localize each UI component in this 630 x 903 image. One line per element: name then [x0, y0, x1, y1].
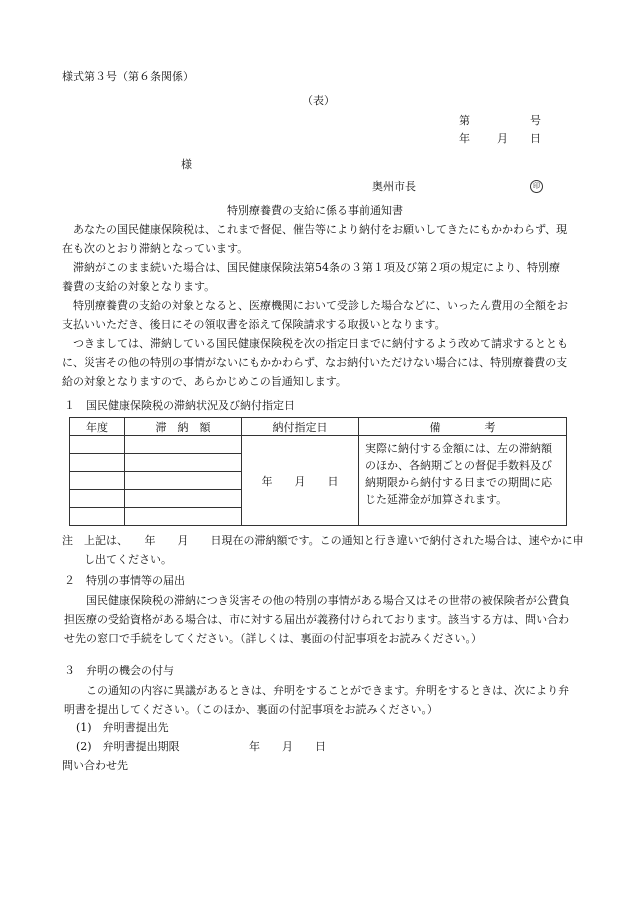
- header-arrears-amount: 滞 納 額: [125, 418, 242, 436]
- due-date-cell: 年 月 日: [242, 436, 359, 526]
- remarks-cell: 実際に納付する金額には、左の滞納額のほか、各納期ごとの督促手数料及び納期限から納付する日までの期間に応じた延滞金が加算されます。: [359, 436, 567, 526]
- paragraph-4: つきましては、滞納している国民健康保険税を次の指定日までに納付するよう改めて請求するとともに、災害その他の特別の事情がないにもかかわらず、なお納付いただけない場合には、特別療養費の支給の対象となりますので、あらかじめこの旨通知します。: [62, 337, 568, 388]
- date-day: 日: [530, 132, 541, 145]
- table-cell: [125, 472, 242, 490]
- number-suffix: 号: [530, 114, 541, 127]
- section-3-item-2: (2) 弁明書提出期限: [76, 740, 180, 753]
- arrears-table: [69, 417, 567, 526]
- table-cell: [125, 454, 242, 472]
- header-remarks: 備 考: [359, 418, 567, 436]
- table-note: 注 上記は、 年 月 日現在の滞納額です。この通知と行き違いで納付された場合は、速やかに申し出てください。: [62, 534, 584, 566]
- date-month: 月: [497, 132, 508, 145]
- table-cell: [125, 490, 242, 508]
- contact-label: 問い合わせ先: [62, 759, 128, 772]
- table-cell: [125, 508, 242, 526]
- issuer: 奥州市長: [372, 180, 416, 193]
- table-cell: [70, 436, 125, 454]
- header-fiscal-year: 年度: [70, 418, 125, 436]
- table-cell: [125, 436, 242, 454]
- section-3-heading: ３ 弁明の機会の付与: [64, 664, 174, 677]
- table-cell: [70, 508, 125, 526]
- section-3-item-1: (1) 弁明書提出先: [76, 721, 169, 734]
- paragraph-1: あなたの国民健康保険税は、これまで督促、催告等により納付をお願いしてきたにもかかわらず、現在も次のとおり滞納となっています。: [62, 223, 568, 255]
- table-cell: [70, 454, 125, 472]
- seal-mark: 印: [530, 178, 543, 193]
- section-3-body: この通知の内容に異議があるときは、弁明をすることができます。弁明をするときは、次により弁明書を提出してください。（このほか、裏面の付記事項をお読みください。）: [64, 684, 570, 716]
- document-title: 特別療養費の支給に係る事前通知書: [227, 204, 403, 217]
- section-2-heading: ２ 特別の事情等の届出: [64, 574, 185, 587]
- table-cell: [70, 472, 125, 490]
- section-3-item-2-date: 年 月 日: [249, 740, 326, 753]
- header-due-date: 納付指定日: [242, 418, 359, 436]
- paragraph-2: 滞納がこのまま続いた場合は、国民健康保険法第54条の３第１項及び第２項の規定により、特別療養費の支給の対象となります。: [62, 261, 560, 293]
- side-label: （表）: [302, 94, 335, 107]
- addressee-suffix: 様: [181, 158, 192, 171]
- date-year: 年: [459, 132, 470, 145]
- section-2-body: 国民健康保険税の滞納につき災害その他の特別の事情がある場合又はその世帯の被保険者が公費負担医療の受給資格がある場合は、市に対する届出が義務付けられております。該当する方は、問い合わせ先の窓口で手続をしてください。（詳しくは、裏面の付記事項をお読みください。）: [64, 594, 570, 645]
- paragraph-3: 特別療養費の支給の対象となると、医療機関において受診した場合などに、いったん費用の全額をお支払いいただき、後日にその領収書を添えて保険請求する取扱いとなります。: [62, 299, 568, 331]
- table-cell: [70, 490, 125, 508]
- form-label: 様式第３号（第６条関係）: [62, 70, 194, 83]
- section-1-heading: １ 国民健康保険税の滞納状況及び納付指定日: [64, 399, 295, 412]
- number-prefix: 第: [459, 114, 470, 127]
